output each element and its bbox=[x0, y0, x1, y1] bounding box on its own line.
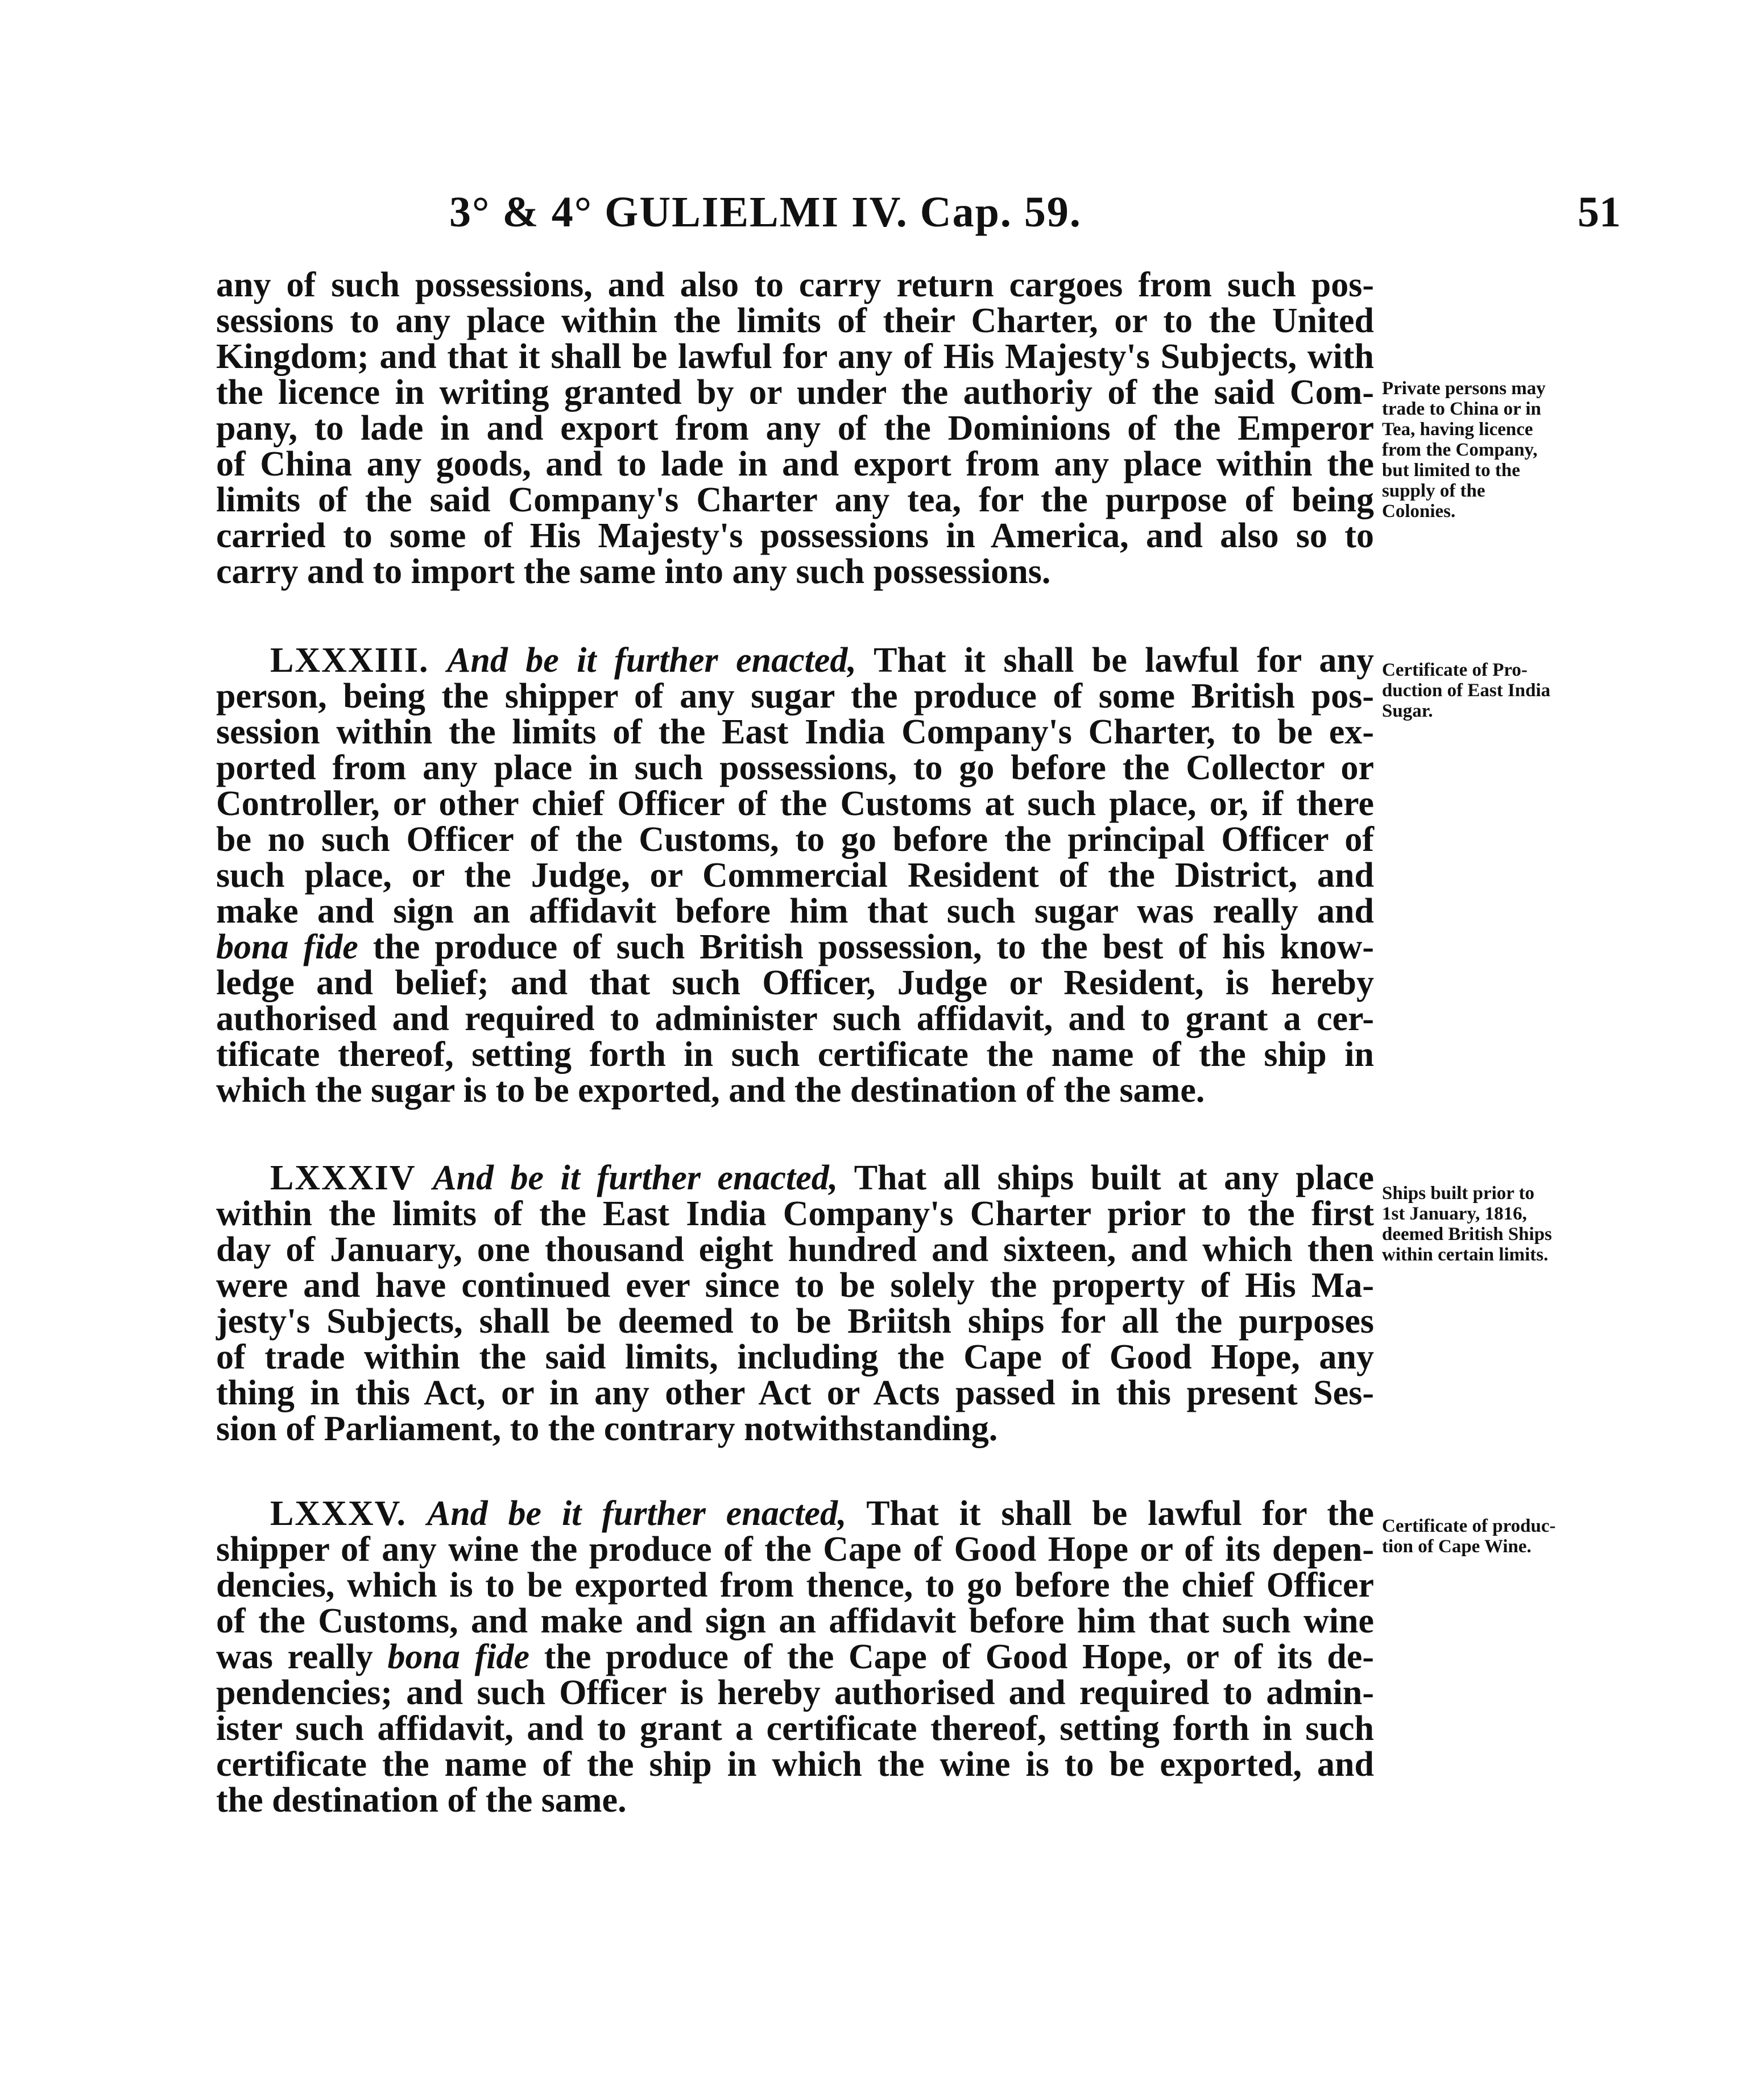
text-line: limits of the said Company's Charter any tea, for the purpose of being bbox=[216, 481, 1374, 519]
text-line: dencies, which is to be exported from thence, to go before the chief Officer bbox=[216, 1566, 1374, 1605]
text-line: ister such affidavit, and to grant a certificate thereof, setting forth in such bbox=[216, 1709, 1374, 1748]
text-line: ported from any place in such possessions, to go before the Collector or bbox=[216, 749, 1374, 787]
section-number: LXXXIII. bbox=[270, 641, 429, 680]
margin-note-private-persons: Private persons may trade to China or in Tea, having licence from the Company, but limited to the supply of the Colonies. bbox=[1382, 378, 1546, 522]
text-line: sessions to any place within the limits of their Charter, or to the United bbox=[216, 301, 1374, 340]
text-line: the destination of the same. bbox=[216, 1781, 627, 1820]
text-line: were and have continued ever since to be solely the property of His Ma- bbox=[216, 1266, 1374, 1305]
text-line: pany, to lade in and export from any of the Dominions of the Emperor bbox=[216, 409, 1374, 448]
text-line: make and sign an affidavit before him that such sugar was really and bbox=[216, 892, 1374, 931]
text-line: sion of Parliament, to the contrary notwithstanding. bbox=[216, 1409, 998, 1448]
text-line: That it shall be lawful for the bbox=[866, 1494, 1374, 1533]
section-85 bbox=[216, 1496, 1374, 1818]
text-line: thing in this Act, or in any other Act or Acts passed in this present Ses- bbox=[216, 1374, 1374, 1412]
text-line: jesty's Subjects, shall be deemed to be Briitsh ships for all the purposes bbox=[216, 1302, 1374, 1341]
enacting-clause: And be it further enacted, bbox=[433, 1159, 838, 1197]
text-line: Kingdom; and that it shall be lawful for any of His Majesty's Subjects, with bbox=[216, 337, 1374, 376]
page-header bbox=[0, 188, 1759, 245]
text-line: shipper of any wine the produce of the Cape of Good Hope or of its depen- bbox=[216, 1530, 1374, 1569]
text-line: of the Customs, and make and sign an affidavit before him that such wine bbox=[216, 1602, 1374, 1640]
text-line: Controller, or other chief Officer of the Customs at such place, or, if there bbox=[216, 784, 1374, 823]
paragraph-continuation bbox=[216, 267, 1374, 590]
section-number: LXXXIV bbox=[270, 1159, 416, 1197]
section-84 bbox=[216, 1160, 1374, 1447]
running-title: 3° & 4° GULIELMI IV. Cap. 59. bbox=[449, 188, 1082, 236]
text-line: person, being the shipper of any sugar the produce of some British pos- bbox=[216, 677, 1374, 716]
page-number: 51 bbox=[1578, 188, 1621, 236]
enacting-clause: And be it further enacted, bbox=[427, 1494, 847, 1533]
section-first-line bbox=[216, 1160, 1374, 1196]
text-line: ledge and belief; and that such Officer, Judge or Resident, is hereby bbox=[216, 964, 1374, 1002]
text-line: session within the limits of the East India Company's Charter, to be ex- bbox=[216, 713, 1374, 751]
text-line: tificate thereof, setting forth in such certificate the name of the ship in bbox=[216, 1035, 1374, 1074]
text-line: of China any goods, and to lade in and export from any place within the bbox=[216, 445, 1374, 483]
text-line: That all ships built at any place bbox=[854, 1159, 1375, 1197]
text-line: the licence in writing granted by or under the authoriy of the said Com- bbox=[216, 373, 1374, 412]
margin-note-ships-built: Ships built prior to 1st January, 1816, deemed British Ships within certain limits. bbox=[1382, 1183, 1552, 1265]
text-line: within the limits of the East India Company's Charter prior to the first bbox=[216, 1194, 1374, 1233]
text-line: certificate the name of the ship in which the wine is to be exported, and bbox=[216, 1745, 1374, 1784]
text-line: any of such possessions, and also to carry return cargoes from such pos- bbox=[216, 266, 1374, 304]
text-line: That it shall be lawful for any bbox=[874, 641, 1374, 680]
margin-note-cape-wine: Certificate of produc- tion of Cape Wine. bbox=[1382, 1516, 1556, 1557]
text-line: bona fide the produce of such British possession, to the best of his know- bbox=[216, 928, 1375, 966]
section-number: LXXXV. bbox=[270, 1494, 407, 1533]
enacting-clause: And be it further enacted, bbox=[446, 641, 856, 680]
text-line: be no such Officer of the Customs, to go before the principal Officer of bbox=[216, 820, 1374, 859]
text-line: carry and to import the same into any such possessions. bbox=[216, 552, 1051, 591]
text-line: of trade within the said limits, including the Cape of Good Hope, any bbox=[216, 1338, 1374, 1376]
text-line: pendencies; and such Officer is hereby authorised and required to admin- bbox=[216, 1673, 1374, 1712]
text-line: such place, or the Judge, or Commercial Resident of the District, and bbox=[216, 856, 1374, 895]
text-line: which the sugar is to be exported, and the destination of the same. bbox=[216, 1071, 1205, 1110]
section-first-line bbox=[216, 1496, 1374, 1532]
text-line: day of January, one thousand eight hundred and sixteen, and which then bbox=[216, 1230, 1374, 1269]
text-line: carried to some of His Majesty's possessions in America, and also so to bbox=[216, 516, 1374, 555]
margin-note-sugar-certificate: Certificate of Pro- duction of East India Sugar. bbox=[1382, 660, 1551, 721]
section-83 bbox=[216, 643, 1374, 1109]
text-line: authorised and required to administer such affidavit, and to grant a cer- bbox=[216, 999, 1374, 1038]
text-line: was really bona fide the produce of the Cape of Good Hope, or of its de- bbox=[216, 1638, 1375, 1676]
section-first-line bbox=[216, 643, 1374, 679]
